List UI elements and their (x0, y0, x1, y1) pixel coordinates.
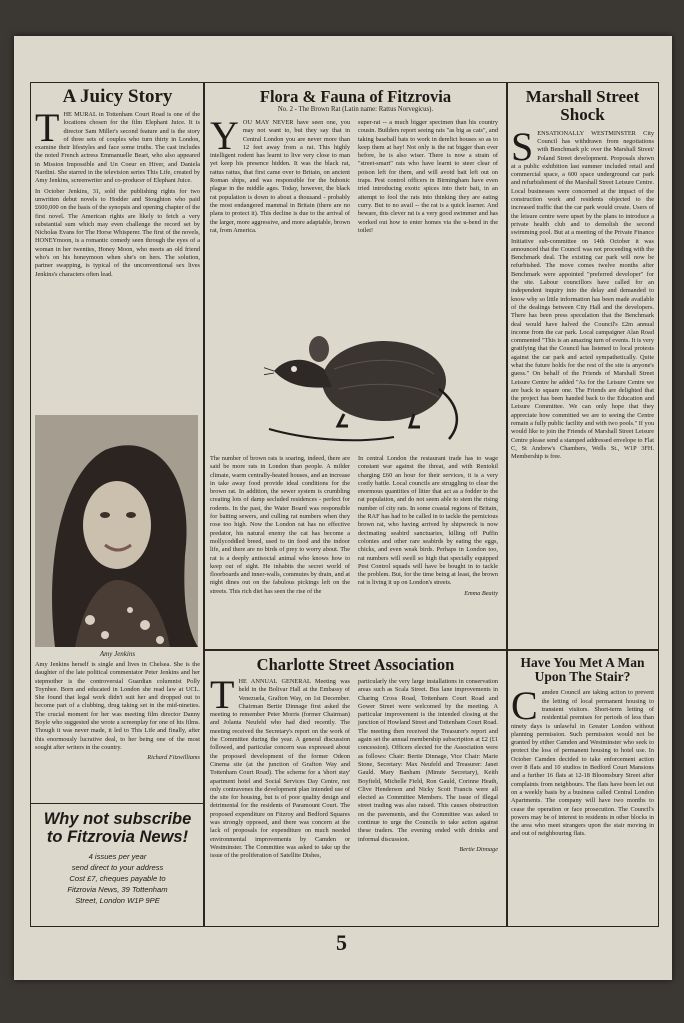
amy-jenkins-photo (35, 415, 198, 647)
byline: Richard Fitzwilliams (147, 754, 200, 762)
subscribe-line: Street, London W1P 9PE (75, 896, 160, 906)
subscribe-line: send direct to your address (71, 863, 164, 873)
article-intro: THE MURAL in Tottenham Court Road is one of the locations chosen for the film Elephant Juice. It is director Sam Miller's second feature and is the story of three sets of couples who turn thirty in London, examine their lifestyles and face some truths. The cast includes the noted French actress Emmanuelle Beart, who also appeared in Mission Impossible and Un Coeur en Hiver, and Daniela Nardini. She starred in the television series This Life, created by Amy Jenkins, screenwriter and co-producer of Elephant Juice. (35, 104, 200, 185)
drop-cap: C (511, 683, 538, 729)
man-upon-stair-article (506, 649, 659, 927)
rat-drawing (264, 309, 464, 449)
subscribe-line: Fitzrovia News, 39 Tottenham (67, 885, 168, 895)
article-title: Flora & Fauna of Fitzrovia (259, 87, 452, 106)
article-paragraph: Amy Jenkins herself is single and lives in Chelsea. She is the daughter of the late political commentator Peter Jenkins and her stepmother is the controversial Guardian columnist Polly Toynbee. Born and educated in London she read law at UCL. She found that legal work didn't suit her and dropped out to become part of a clubbing, drug taking set in the mid-nineties. The crucial moment for her was meeting film director Danny Boyle who suggested she wrote a screenplay for one of his films. Though it was never made, it led to This Life and finally, after this enormously lucrative deal, to her being one of the most sought after writers in the country. (35, 661, 200, 751)
drop-cap: S (511, 123, 534, 169)
byline: Bertie Dinnage (459, 845, 498, 853)
article-title: Have You Met A Man Upon The Stair? (520, 655, 645, 685)
charlotte-street-article (203, 649, 508, 927)
article-paragraph: SENSATIONALLY WESTMINSTER City Council has withdrawn from negotiations with Benchmark plc over the Marshall Street/ Poland Street development. Proposals shown at a public exhibition last summer included retail and commercial space, a 600 space underground car park and refurbishment of the Marshall Street Leisure Centre. Local businesses were concerned at the impact of the construction work and residents objected to the increased traffic that the car park would create. Users of the leisure centre were upset by the plans to introduce a private health club and to demolish the second swimming pool. But at a meeting of the Private Finance Initiative sub-committee on 14th October it was announced that the Council was not proceeding with the Benchmark deal. The existing car park will now be refurbished. The move comes twelve months after Benchmark were appointed "preferred developer" for the site. Labour councillors have called for an independent inquiry into the delay and demanded to know why so little information has been made available of the dealings between City Hall and the developers. There has been press speculation that the Benchmark deal would have halved the Council's £2m annual income from the car park. Local campaigner Alan Road commented "This is an amazing turn of events. It is very gratifying that the Council has listened to local protests against the car park and acted sympathetically. Quite what the future holds for the rest of the site is anyone's guess." On behalf of the Friends of Marshall Street Leisure Centre he added "As for the Leisure Centre we are back to square one. The Friends are delighted that the project has been handed back to the Education and Leisure Committee. We can only hope that they appreciate how committed we are to seeing the Centre remain a fully public facility and with two pools." If you would like to join the Friends of Marshall Street Leisure Centre please send a stamped addressed envelope to Flat C, St Andrew's Chambers, Wells St., W1P 3FH. Membership is free. (511, 123, 654, 461)
subscribe-line: 4 issues per year (88, 852, 147, 862)
juicy-story-article (30, 82, 205, 804)
drop-cap: Y (210, 119, 239, 158)
article-subtitle: No. 2 - The Brown Rat (Latin name: Rattus Norvegicus). (277, 106, 434, 114)
drop-cap: T (210, 678, 235, 717)
article-paragraph: Camden Council are taking action to prevent the letting of local permanent housing to transient visitors. Short-term letting of residential premises for periods of less than ninety days is unlawful in Greater London without planning permission. Such permission would not be granted by either Camden and Westminster who seek to protect the loss of permanent housing to hotel use. In October Camden decided to take enforcement action over 8 flats and 10 studios in Bedford Court Mansions and a further 16 flats at 12-18 Bloomsbury Street after complaints from neighbours. The flats have been let out on a weekly basis by a business called Central London Apartments. The company will have two months to cease the operation or face prosecution. The Council's powers may be of interest to residents in other blocks in the area who meet strangers upon the stair moving in and out of neighbouring flats. (511, 683, 654, 838)
subscribe-line: Cost £7, cheques payable to (69, 874, 166, 884)
article-title: Charlotte Street Association (256, 655, 455, 674)
subscribe-title: Why not subscribe to Fitzrovia News! (43, 810, 192, 847)
article-paragraph: In central London the restaurant trade has to wage constant war against the threat, and with Rentokil charging £60 an hour for their services, it is a very costly battle. Local councils are struggling to clear the enormous quantities of litter that act as a fodder to the rat population, and do not seem able to stem the rising number of city rats. In some coastal regions of Britain, the RAF has had to be called in to tackle the pernicious brown rat, who having arrived by shipwreck is now decimating seabird sanctuaries, killing off Puffin colonies and other rare seabirds by eating the eggs, chicks, and even weak birds. Perhaps in London too, rat numbers will swell so high that specially equipped Pest Control squads will have be bought in to tackle the problem. But, for the time being at least, the brown rat is living it up on London's streets. (358, 455, 498, 587)
caption: Amy Jenkins (99, 650, 136, 658)
byline: Emma Beatty (464, 589, 498, 597)
rat-illustration (264, 309, 464, 449)
drop-cap: T (35, 104, 60, 150)
article-paragraph: super-rat -- a much bigger specimen than his country cousin. Builders report seeing rats "as big as cats", and taking baseball bats to work in derelict houses so as to keep them at bay! Not only is the rat bigger than ever before, he is also wiser. There is now a strain of "street-smart" rats who have learnt to steer clear of poison left for them, and will avoid bait left out on traps. Pest control officers in Birmingham have even tried introducing exotic spices into their bait, in an attempt to fool the rats into thinking they are eating curry. But to no avail -- the rat is a quick learner. And beware, this clever rat is a very good swimmer and has worked out how to enter homes via the u-bend in the toilet! (358, 119, 498, 234)
flora-fauna-article (203, 82, 508, 651)
newspaper-page (14, 36, 672, 980)
article-paragraph: In October Jenkins, 31, sold the publishing rights for two unwritten debut novels to Hodder and Stoughton who paid £600,000 on the basis of the synopsis and opening chapter of the first novel. The American rights are likely to fetch a very substantial sum which may even challenge the record set by Nicholas Evans for The Horse Whisperer. The first of the novels, HONEYmoon, is a romantic comedy seen through the eyes of a woman in her twenties, Honey Moon, who meets an old friend who's on his honeymoon when she's on hers. The solution, partner swapping, is typical of the unconventional sex lives Jenkins's characters often lead. (35, 187, 200, 278)
article-title: A Juicy Story (62, 86, 173, 107)
page-number: 5 (336, 930, 347, 955)
article-paragraph: YOU MAY NEVER have seen one, you may not want to, but they say that in Central London you are never more than 12 feet away from a rat. This highly intelligent rodent has learnt to live very close to man yet keep his presence hidden. It was the black rat, rattus rattus, that first came over to Britain, on ancient Roman ships, and was responsible for the bubonic plague in the middle ages. Today, however, the black rat population is down to about a thousand - probably the most endangered mammal in Britain (there are no plans to protect it). This decline is due to the arrival of the larger, more aggressive, and more adaptable, brown rat, from America. (210, 119, 350, 234)
subscribe-ad (30, 803, 205, 927)
article-paragraph: particularly the very large installations in conservation areas such as Scala Street. Bus lane improvements in Charing Cross Road, Tottenham Court Road and Gower Street were welcomed by the meeting. A particular improvement is the intended closing at the junction of Howland Street and Tottenham Court Road. The meeting then received the Treasurer's report and again set the annual membership subscription at £2 (£1 concession). Officers elected for the Association were as follows: Chair: Bertie Dinnage, Vice Chair: Marie Stone, Secretary: Max Neufeld and Treasurer: Janet Gauld. Mary Banham (Minute Secretary), Keith Boyfield, Michelle Field, Ron Gauld, Corinne Heath, Clive Henderson and Nicky Scott Francis were all elected as Committee Members. The issue of illegal street trading was also raised. This causes obstruction on the pavements, and the Committee was asked to continue to urge the Councils to take action against these traders. The evening ended with drinks and informal discussion. (358, 678, 498, 843)
article-paragraph: The number of brown rats is soaring, indeed, there are said be more rats in London than people. A milder climate, warm centrally-heated houses, and an increase in take away food provide ideal conditions for the brown rat. In addition, the sewer system is crumbling creating lots of damp secluded residences - perfect for rodents. In the past, the Water Board was responsible for baiting sewers, and culling rat numbers when they rose too high. Now the London rat has no effective predator, his natural enemy the cat has become a mollycoddled breed, used to tin food and the indoor life, and there are no birds of prey to worry about. The rat is a deeply antisocial animal who knows how to keep out of sight. He inhabits the secret world of floorboards and inner-walls, commutes by drain, and at night dines out on the fabulous pickings left on the streets. This rich diet has seen the rise of the (210, 455, 350, 595)
marshall-street-article (506, 82, 659, 651)
article-paragraph: THE ANNUAL GENERAL Meeting was held in the Bolivar Hall at the Embassy of Venezuela, Grafton Way, on 1st December. Chairman Bertie Dinnage first asked the meeting to remember Peter Morris (former Chairman) and Jolanta Neufeld who had died recently. The meeting received the Secretary's report on the work of the Committee during the year. A general discussion followed, and particular concern was expressed about the proposed development of the former Odeon Cinema site (at the junction of Grafton Way and Tottenham Court Road). The scheme for a 'short stay' apartment hotel and Social Services Day Centre, not only contravenes the development plan intended use of the site for housing, but is of poor quality design and detrimental for the residents of Paramount Court. The proposed expenditure on Fitzroy and Bedford Squares was strongly opposed, and there was concern at the lack of proposals for expenditure on much needed environmental improvements by Camden or Westminster. The Committee was asked to take up the issue of the proliferation of Satellite Dishes, (210, 678, 350, 860)
portrait-image (35, 415, 198, 647)
article-title: Marshall Street Shock (525, 87, 640, 124)
